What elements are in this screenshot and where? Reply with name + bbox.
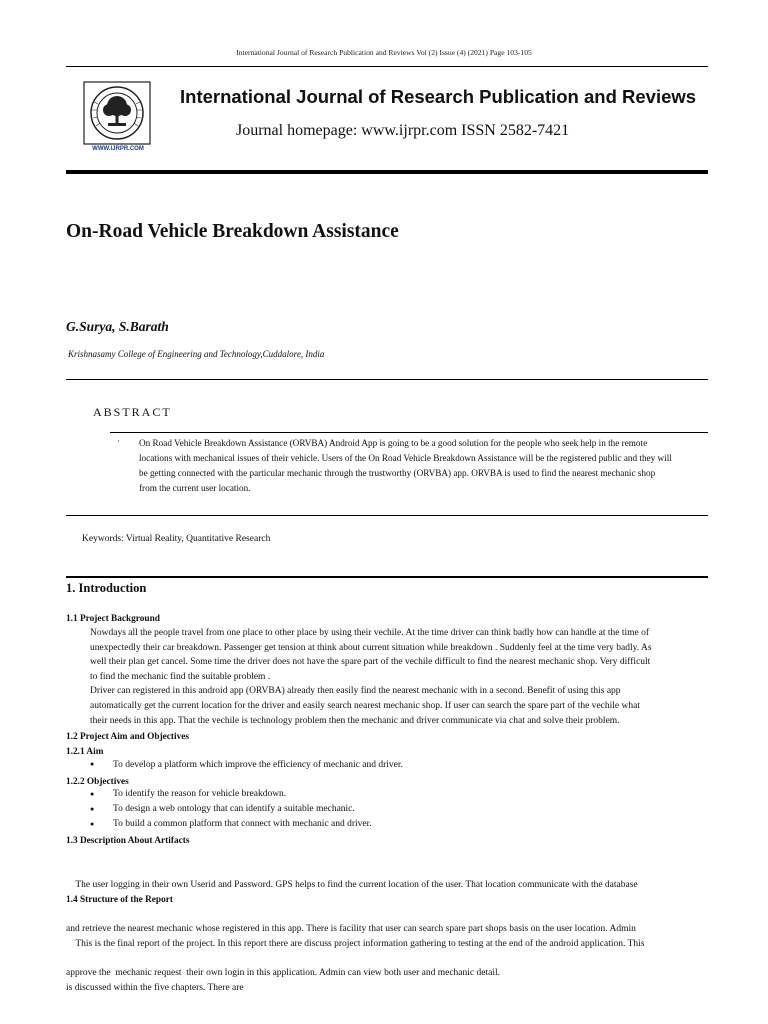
objective-list-item: To build a common platform that connect with mechanic and driver.: [113, 819, 372, 829]
journal-name: International Journal of Research Publication and Reviews: [180, 86, 697, 107]
abstract-line: On Road Vehicle Breakdown Assistance (ORVBA) Android App is going to be a good solution for the people who seek help in the remote: [139, 438, 648, 448]
abstract-top-rule: [110, 432, 708, 433]
objective-list-item: To identify the reason for vehicle breakdown.: [113, 789, 287, 799]
subsection-heading-1-2: 1.2 Project Aim and Objectives: [66, 732, 189, 742]
background-paragraph-1: [90, 626, 708, 728]
objective-list-item: To design a web ontology that can identify a suitable mechanic.: [113, 804, 355, 814]
paragraph-line: is discussed within the five chapters. There are: [66, 982, 244, 993]
abstract-heading: ABSTRACT: [93, 405, 172, 419]
subsection-heading-1-2-1: 1.2.1 Aim: [66, 747, 104, 757]
paragraph-line: to find the mechanic find the suitable problem .: [90, 671, 271, 682]
list-bullet: ●: [90, 805, 95, 813]
header-bottom-rule: [66, 170, 708, 174]
tree-seal-icon: [80, 80, 154, 146]
section-heading-introduction: 1. Introduction: [66, 581, 147, 595]
running-head: International Journal of Research Publication and Reviews Vol (2) Issue (4) (2021) Page 103-105: [236, 48, 532, 57]
subsection-heading-1-4: 1.4 Structure of the Report: [66, 895, 173, 905]
paragraph-line: The user logging in their own Userid and Password. GPS helps to find the current location of the user. That location communicate with the database: [66, 880, 638, 891]
abstract-text: [139, 436, 704, 496]
paragraph-line: well their plan get cancel. Some time the driver does not have the spare part of the vechile difficult to find the nearest mechanic shop. Very difficult: [90, 657, 651, 668]
article-authors: G.Surya, S.Barath: [66, 319, 169, 334]
paragraph-line: Nowdays all the people travel from one place to other place by using their vechile. At the time driver can think badly how can handle at the time of: [90, 628, 649, 638]
subsection-heading-1-1: 1.1 Project Background: [66, 614, 160, 624]
paragraph-line: unexpectedly their car breakdown. Passenger get tension at think about current situation while breakdown . Suddenly feel at the time very badly. As: [90, 642, 652, 653]
abstract-bottom-rule: [66, 515, 708, 516]
journal-logo: [80, 80, 154, 154]
paragraph-line: their needs in this app. That the vechile is technology problem then the mechanic and driver communicate via chat and solve their problem.: [90, 715, 620, 726]
keywords: Keywords: Virtual Reality, Quantitative Research: [82, 534, 271, 544]
journal-homepage: Journal homepage: www.ijrpr.com ISSN 2582-7421: [236, 122, 570, 139]
list-bullet: ●: [90, 790, 95, 798]
abstract-line: be getting connected with the particular mechanic through the trustworthy (ORVBA) app. ORVBA is used to find the nearest mechanic shop: [139, 468, 656, 478]
structure-paragraph: [66, 908, 708, 1010]
paragraph-line: approve the mechanic request their own login in this application. Admin can view both user and mechanic detail.: [66, 967, 500, 978]
paragraph-line: Driver can registered in this android app (ORVBA) already then easily find the nearest mechanic with in a second. Benefit of using this app: [90, 686, 621, 697]
list-bullet: ●: [90, 760, 95, 768]
subsection-heading-1-3: 1.3 Description About Artifacts: [66, 836, 190, 846]
logo-url: WWW.IJRPR.COM: [92, 146, 144, 152]
list-bullet: ●: [90, 820, 95, 828]
article-title: On-Road Vehicle Breakdown Assistance: [66, 221, 399, 242]
paragraph-line: This is the final report of the project. In this report there are discuss project information gathering to testing at the end of the android application. This: [66, 939, 645, 950]
article-affiliation: Krishnasamy College of Engineering and Technology,Cuddalore, India: [68, 349, 325, 359]
abstract-line: from the current user location.: [139, 483, 251, 493]
aim-list-item: To develop a platform which improve the efficiency of mechanic and driver.: [113, 760, 403, 770]
subsection-heading-1-2-2: 1.2.2 Objectives: [66, 777, 129, 787]
paragraph-line: and retrieve the nearest mechanic whose registered in this app. There is facility that user can search spare part shops basis on the user location. Admin: [66, 923, 636, 934]
abstract-bullet: ·: [117, 436, 120, 446]
paragraph-line: automatically get the current location for the driver and easily search nearest mechanic shop. If user can search the spare part of the vechile what: [90, 700, 640, 711]
abstract-line: locations with mechanical issues of their vehicle. Users of the On Road Vehicle Breakdown Assistance will be the registered public and they will: [139, 453, 672, 463]
affiliation-rule: [66, 379, 708, 380]
header-top-rule: [66, 66, 708, 67]
section-top-rule: [66, 576, 708, 578]
